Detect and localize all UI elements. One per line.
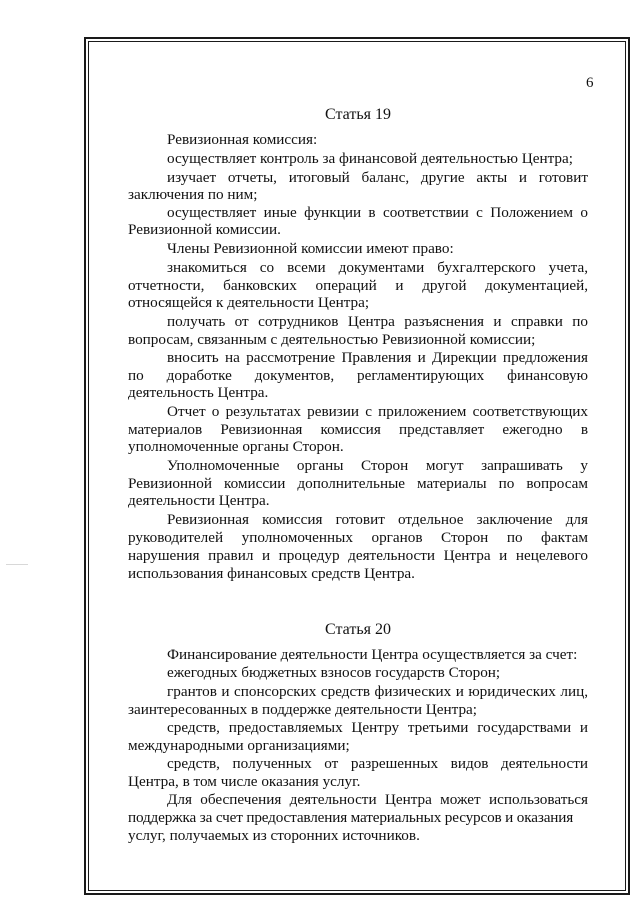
a19-line-2: осуществляет контроль за финансовой деятельностью Центра; [167,150,573,167]
a19-line-3: изучает отчеты, итоговый баланс, другие акты и готовит [167,169,588,186]
a19-line-21: деятельности Центра. [128,492,270,509]
article-20-title: Статья 20 [325,621,391,638]
article-19-title: Статья 19 [325,106,391,123]
a19-line-1: Ревизионная комиссия: [167,131,318,148]
a20-line-4: заинтересованных в поддержке деятельности Центра; [128,701,478,718]
a19-line-20: Ревизионной комиссии дополнительные материалы по вопросам [128,475,588,492]
a19-line-24: нарушения правил и процедур деятельности Центра и нецелевого [128,547,588,564]
a20-line-3: грантов и спонсорских средств физических и юридических лиц, [167,683,588,700]
a20-line-11: услуг, получаемых из сторонних источников. [128,827,420,844]
a20-line-8: Центра, в том числе оказания услуг. [128,773,361,790]
a19-line-17: материалов Ревизионная комиссия представляет ежегодно в [128,421,588,438]
a19-line-16: Отчет о результатах ревизии с приложением соответствующих [167,403,588,420]
a19-line-18: уполномоченные органы Сторон. [128,438,344,455]
a19-line-25: использования финансовых средств Центра. [128,565,415,582]
a19-line-12: вопросам, связанным с деятельностью Ревизионной комиссии; [128,331,536,348]
a19-line-19: Уполномоченные органы Сторон могут запрашивать у [167,457,588,474]
a19-line-5: осуществляет иные функции в соответствии с Положением о [167,204,588,221]
a19-line-4: заключения по ним; [128,186,258,203]
a19-line-14: по доработке документов, регламентирующих финансовую [128,367,588,384]
a19-line-6: Ревизионной комиссии. [128,221,281,238]
a19-line-11: получать от сотрудников Центра разъяснения и справки по [167,313,588,330]
a19-line-22: Ревизионная комиссия готовит отдельное заключение для [167,511,588,528]
a19-line-23: руководителей уполномоченных органов Сторон по фактам [128,529,588,546]
a19-line-13: вносить на рассмотрение Правления и Дирекции предложения [167,349,588,366]
a20-line-2: ежегодных бюджетных взносов государств Сторон; [167,664,501,681]
a20-line-9: Для обеспечения деятельности Центра может использоваться [167,791,588,808]
a19-line-7: Члены Ревизионной комиссии имеют право: [167,240,454,257]
a19-line-9: отчетности, банковских операций и другой документацией, [128,277,588,294]
a20-line-5: средств, предоставляемых Центру третьими государствами и [167,719,588,736]
a19-line-8: знакомиться со всеми документами бухгалтерского учета, [167,259,588,276]
a20-line-6: международными организациями; [128,737,350,754]
a20-line-1: Финансирование деятельности Центра осуществляется за счет: [167,646,578,663]
page-number: 6 [586,75,594,91]
a19-line-10: относящейся к деятельности Центра; [128,294,370,311]
a19-line-15: деятельность Центра. [128,384,269,401]
a20-line-10: поддержка за счет предоставления материальных ресурсов и оказания [128,809,574,826]
margin-scan-mark [6,564,28,565]
a20-line-7: средств, полученных от разрешенных видов деятельности [167,755,588,772]
